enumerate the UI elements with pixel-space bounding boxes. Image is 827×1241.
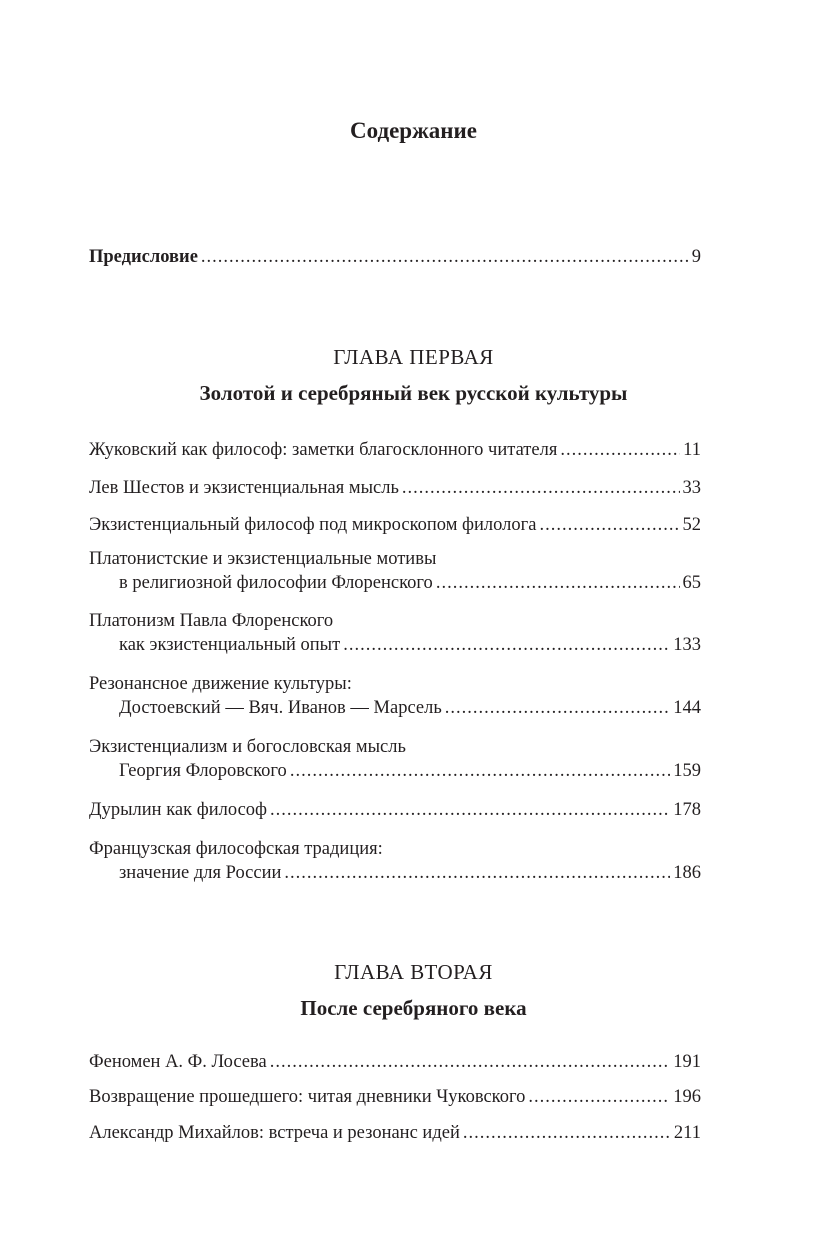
toc-entry-title: Платонизм Павла Флоренского	[89, 611, 334, 631]
dot-leader	[560, 438, 680, 462]
dot-leader	[290, 759, 670, 783]
toc-page-number: 196	[673, 1087, 701, 1107]
dot-leader	[343, 633, 670, 657]
dot-leader	[539, 513, 679, 537]
toc-entry-continuation: Георгия Флоровского	[119, 761, 287, 781]
toc-page-number: 211	[673, 1123, 701, 1143]
chapter-title: ГЛАВА ПЕРВАЯ	[333, 345, 494, 369]
toc-entry[interactable]	[89, 735, 701, 783]
dot-leader	[528, 1085, 670, 1109]
toc-entry[interactable]	[89, 513, 701, 537]
dot-leader	[270, 798, 670, 822]
toc-entry-title: Возвращение прошедшего: читая дневники Чуковского	[89, 1087, 526, 1107]
toc-entry[interactable]	[89, 547, 701, 595]
toc-entry[interactable]	[89, 1085, 701, 1109]
dot-leader	[402, 476, 680, 500]
chapter-title: ГЛАВА ВТОРАЯ	[334, 960, 493, 984]
toc-page-number: 144	[673, 698, 701, 718]
toc-entry-title: Французская философская традиция:	[89, 839, 383, 859]
chapter-subtitle: После серебряного века	[300, 996, 527, 1020]
dot-leader	[270, 1050, 671, 1074]
toc-entry-continuation: Достоевский — Вяч. Иванов — Марсель	[119, 698, 442, 718]
toc-entry[interactable]	[89, 438, 701, 462]
dot-leader	[445, 696, 670, 720]
toc-page-number: 186	[673, 863, 701, 883]
dot-leader	[436, 571, 680, 595]
toc-entry-title: Феномен А. Ф. Лосева	[89, 1052, 267, 1072]
toc-entry-title: Жуковский как философ: заметки благосклонного читателя	[89, 440, 558, 460]
toc-page-number: 33	[682, 478, 701, 498]
toc-entry[interactable]	[89, 609, 701, 657]
toc-entry-continuation: в религиозной философии Флоренского	[119, 573, 433, 593]
toc-page-number: 178	[673, 800, 701, 820]
toc-entry-title: Предисловие	[89, 247, 198, 267]
toc-entry[interactable]	[89, 672, 701, 720]
toc-page-number: 9	[691, 247, 701, 267]
toc-page-number: 133	[673, 635, 701, 655]
toc-entry-continuation: как экзистенциальный опыт	[119, 635, 341, 655]
toc-entry[interactable]	[89, 1121, 701, 1145]
toc-entry[interactable]	[89, 1050, 701, 1074]
toc-entry-title: Резонансное движение культуры:	[89, 674, 352, 694]
toc-page-number: 65	[682, 573, 701, 593]
toc-entry[interactable]	[89, 798, 701, 822]
toc-entry-title: Экзистенциализм и богословская мысль	[89, 737, 406, 757]
dot-leader	[201, 245, 689, 269]
page-title: Содержание	[350, 118, 477, 143]
toc-entry-title: Дурылин как философ	[89, 800, 268, 820]
toc-page-number: 159	[673, 761, 701, 781]
toc-entry[interactable]	[89, 837, 701, 885]
chapter-subtitle: Золотой и серебряный век русской культуры	[199, 381, 628, 405]
toc-entry-title: Платонистские и экзистенциальные мотивы	[89, 549, 437, 569]
toc-entry-continuation: значение для России	[119, 863, 282, 883]
toc-page-number: 191	[673, 1052, 701, 1072]
toc-entry-title: Александр Михайлов: встреча и резонанс идей	[89, 1123, 460, 1143]
dot-leader	[284, 861, 670, 885]
toc-entry-title: Лев Шестов и экзистенциальная мысль	[89, 478, 399, 498]
toc-page-number: 52	[682, 515, 701, 535]
toc-page-number: 11	[683, 440, 701, 460]
toc-entry-title: Экзистенциальный философ под микроскопом филолога	[89, 515, 537, 535]
toc-entry-preface[interactable]	[89, 245, 701, 269]
toc-entry[interactable]	[89, 476, 701, 500]
dot-leader	[463, 1121, 671, 1145]
